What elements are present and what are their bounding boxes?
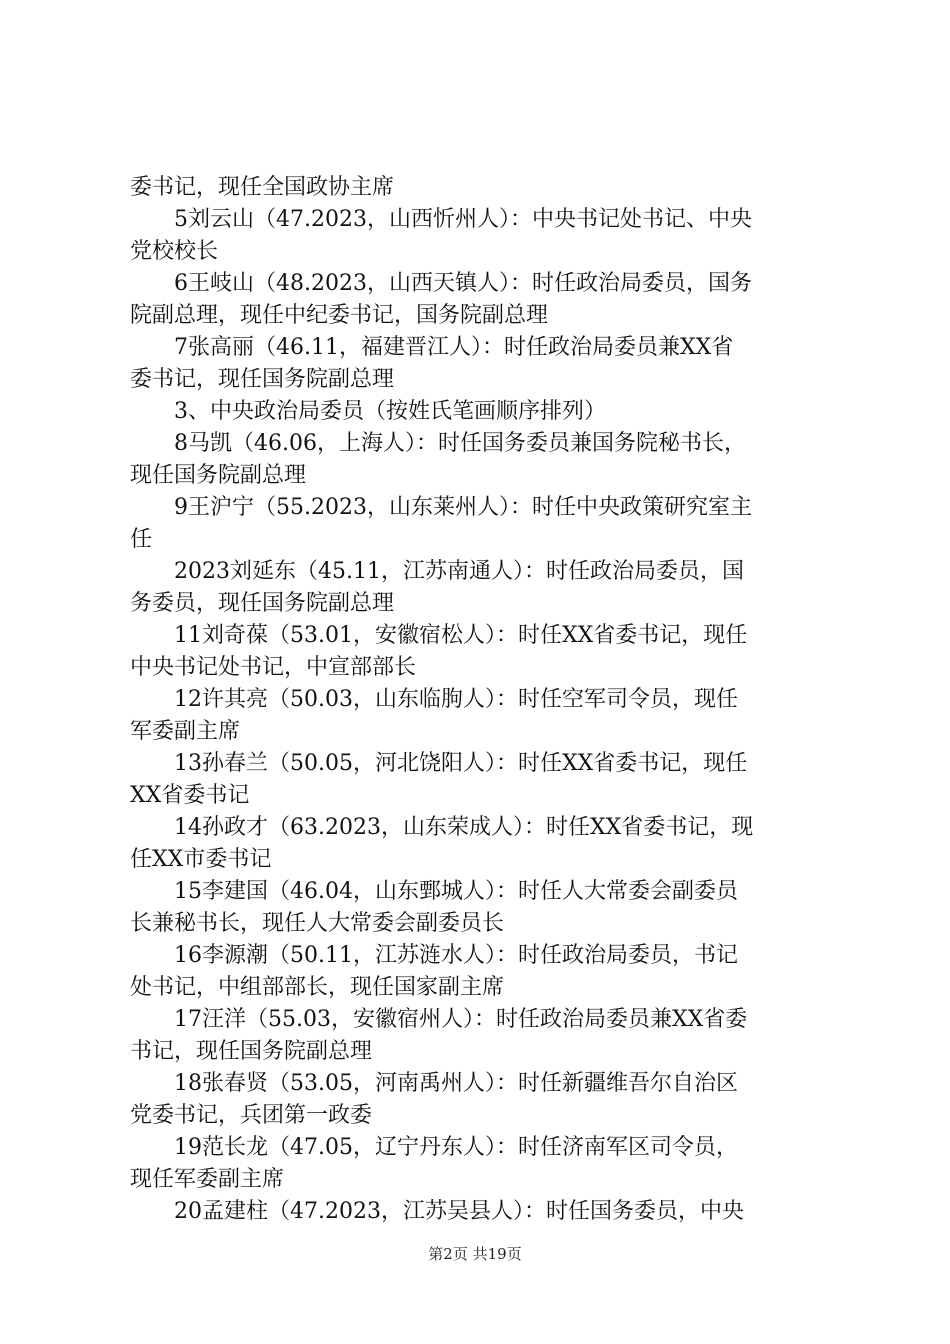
text-line: 任: [130, 527, 153, 552]
text-line: 13孙春兰（50.05，河北饶阳人）：时任XX省委书记，现任: [174, 751, 748, 776]
text-line: 军委副主席: [130, 719, 241, 744]
page-number-footer: 第2页 共19页: [428, 1245, 522, 1263]
document-body: [130, 172, 835, 1228]
text-line: 18张春贤（53.05，河南禹州人）：时任新疆维吾尔自治区: [174, 1071, 738, 1096]
text-line: 14孙政才（63.2023，山东荣成人）：时任XX省委书记，现: [174, 815, 754, 840]
text-line: 务委员，现任国务院副总理: [130, 591, 395, 616]
text-line: 院副总理，现任中纪委书记，国务院副总理: [130, 303, 549, 328]
text-line: 现任国务院副总理: [130, 463, 307, 488]
text-line: 任XX市委书记: [130, 847, 272, 872]
text-line: 委书记，现任全国政协主席: [130, 175, 395, 200]
text-line: 11刘奇葆（53.01，安徽宿松人）：时任XX省委书记，现任: [174, 623, 748, 648]
text-line: 17汪洋（55.03，安徽宿州人）：时任政治局委员兼XX省委: [174, 1007, 748, 1032]
text-line: 19范长龙（47.05，辽宁丹东人）：时任济南军区司令员，: [174, 1135, 738, 1160]
text-line: 6王岐山（48.2023，山西天镇人）：时任政治局委员，国务: [174, 271, 752, 296]
text-line: 3、中央政治局委员（按姓氏笔画顺序排列）: [174, 399, 606, 424]
text-line: XX省委书记: [130, 783, 250, 808]
text-line: 书记，现任国务院副总理: [130, 1039, 373, 1064]
text-line: 处书记，中组部部长，现任国家副主席: [130, 975, 505, 1000]
text-line: 中央书记处书记，中宣部部长: [130, 655, 417, 680]
text-line: 7张高丽（46.11，福建晋江人）：时任政治局委员兼XX省: [174, 335, 734, 360]
text-line: 8马凯（46.06，上海人）：时任国务委员兼国务院秘书长，: [174, 431, 746, 456]
text-line: 党委书记，兵团第一政委: [130, 1103, 373, 1128]
text-line: 5刘云山（47.2023，山西忻州人）：中央书记处书记、中央: [174, 207, 752, 232]
text-line: 15李建国（46.04，山东鄄城人）：时任人大常委会副委员: [174, 879, 738, 904]
text-line: 9王沪宁（55.2023，山东莱州人）：时任中央政策研究室主: [174, 495, 752, 520]
text-line: 2023刘延东（45.11，江苏南通人）：时任政治局委员，国: [174, 559, 744, 584]
text-line: 12许其亮（50.03，山东临朐人）：时任空军司令员，现任: [174, 687, 738, 712]
text-line: 党校校长: [130, 239, 219, 264]
text-line: 20孟建柱（47.2023，江苏吴县人）：时任国务委员，中央: [174, 1199, 744, 1224]
text-line: 委书记，现任国务院副总理: [130, 367, 395, 392]
text-line: 16李源潮（50.11，江苏涟水人）：时任政治局委员，书记: [174, 943, 738, 968]
text-line: 长兼秘书长，现任人大常委会副委员长: [130, 911, 505, 936]
text-line: 现任军委副主席: [130, 1167, 285, 1192]
